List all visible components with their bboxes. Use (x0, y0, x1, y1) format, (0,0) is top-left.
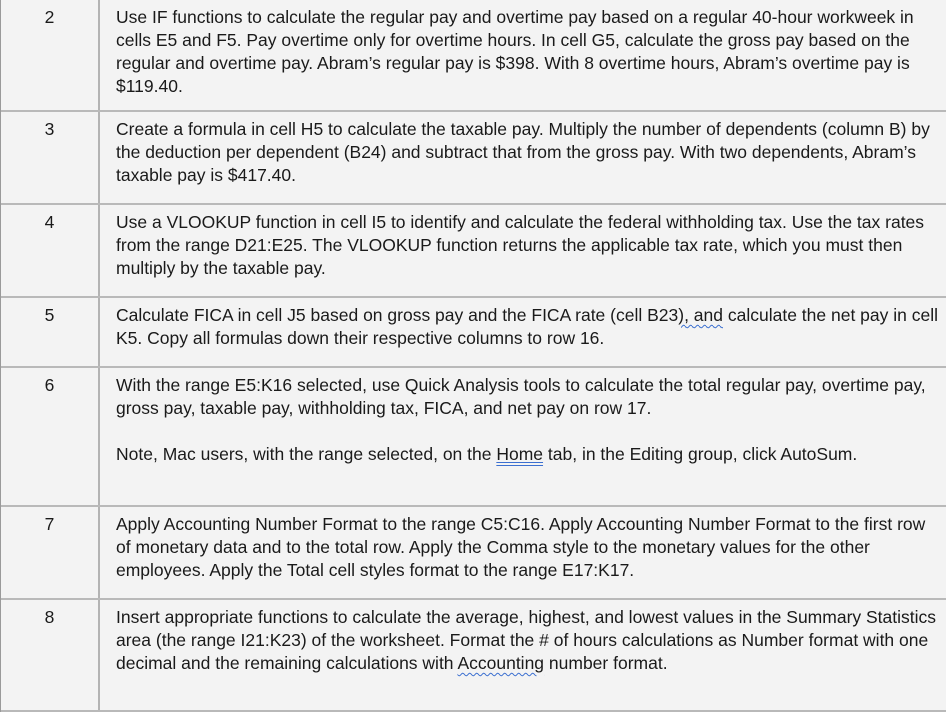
step-row (1, 507, 946, 600)
step-text: Apply Accounting Number Format to the range C5:C16. Apply Accounting Number Format to the first row of monetary data and to the total row. Apply the Comma style to the monetary values for the other employees. Apply the Total cell styles format to the range E17:K17. (116, 514, 926, 580)
note-text-part: Note, Mac users, with the range selected, on the (116, 444, 497, 464)
step-number: 8 (1, 600, 100, 710)
step-row (1, 298, 946, 368)
step-row (1, 0, 946, 112)
step-number: 2 (1, 0, 100, 110)
step-row (1, 600, 946, 712)
step-number: 4 (1, 205, 100, 296)
grammar-flagged-text: Home (496, 444, 544, 464)
step-text: Use IF functions to calculate the regular pay and overtime pay based on a regular 40-hour workweek in cells E5 and F5. Pay overtime only for overtime hours. In cell G5, calculate the gross pay based on the regular and overtime pay. Abram’s regular pay is $398. With 8 overtime hours, Abram’s overtime pay is $119.40. (116, 7, 914, 96)
grammar-flagged-text: ), and (678, 305, 723, 325)
grammar-flagged-text: Accounting (457, 653, 545, 673)
step-text-part: Insert appropriate functions to calculate the average, highest, and lowest values in the Summary Statistics area (the range I21:K23) of the worksheet. Format the # of hours calculations as Number format with one decimal and the remaining calculations with (116, 607, 937, 673)
step-row (1, 112, 946, 205)
step-number: 6 (1, 368, 100, 505)
step-number: 5 (1, 298, 100, 366)
step-text: Create a formula in cell H5 to calculate the taxable pay. Multiply the number of dependents (column B) by the deduction per dependent (B24) and subtract that from the gross pay. With two dependents, Abram’s taxable pay is $417.40. (116, 119, 930, 185)
step-text-part: Calculate FICA in cell J5 based on gross pay and the FICA rate (cell B23 (116, 305, 679, 325)
step-text: Use a VLOOKUP function in cell I5 to identify and calculate the federal withholding tax. Use the tax rates from the range D21:E25. The VLOOKUP function returns the applicable tax rate, which you must then multiply by the taxable pay. (116, 212, 925, 278)
step-row (1, 205, 946, 298)
step-text (116, 304, 938, 350)
step-text-part: calculate the net pay in cell K5. Copy all formulas down their respective columns to row 16. (116, 305, 938, 348)
note-text-part: tab, in the Editing group, click AutoSum. (543, 444, 858, 464)
mac-note (116, 443, 938, 466)
step-row (1, 368, 946, 507)
step-text: With the range E5:K16 selected, use Quick Analysis tools to calculate the total regular pay, overtime pay, gross pay, taxable pay, withholding tax, FICA, and net pay on row 17. Note, Mac users, with the range selected, on the Home tab, in the Editing group, click AutoSum. (116, 374, 938, 466)
step-text-part: number format. (544, 653, 668, 673)
step-text (116, 606, 938, 675)
step-number: 7 (1, 507, 100, 598)
step-number: 3 (1, 112, 100, 203)
